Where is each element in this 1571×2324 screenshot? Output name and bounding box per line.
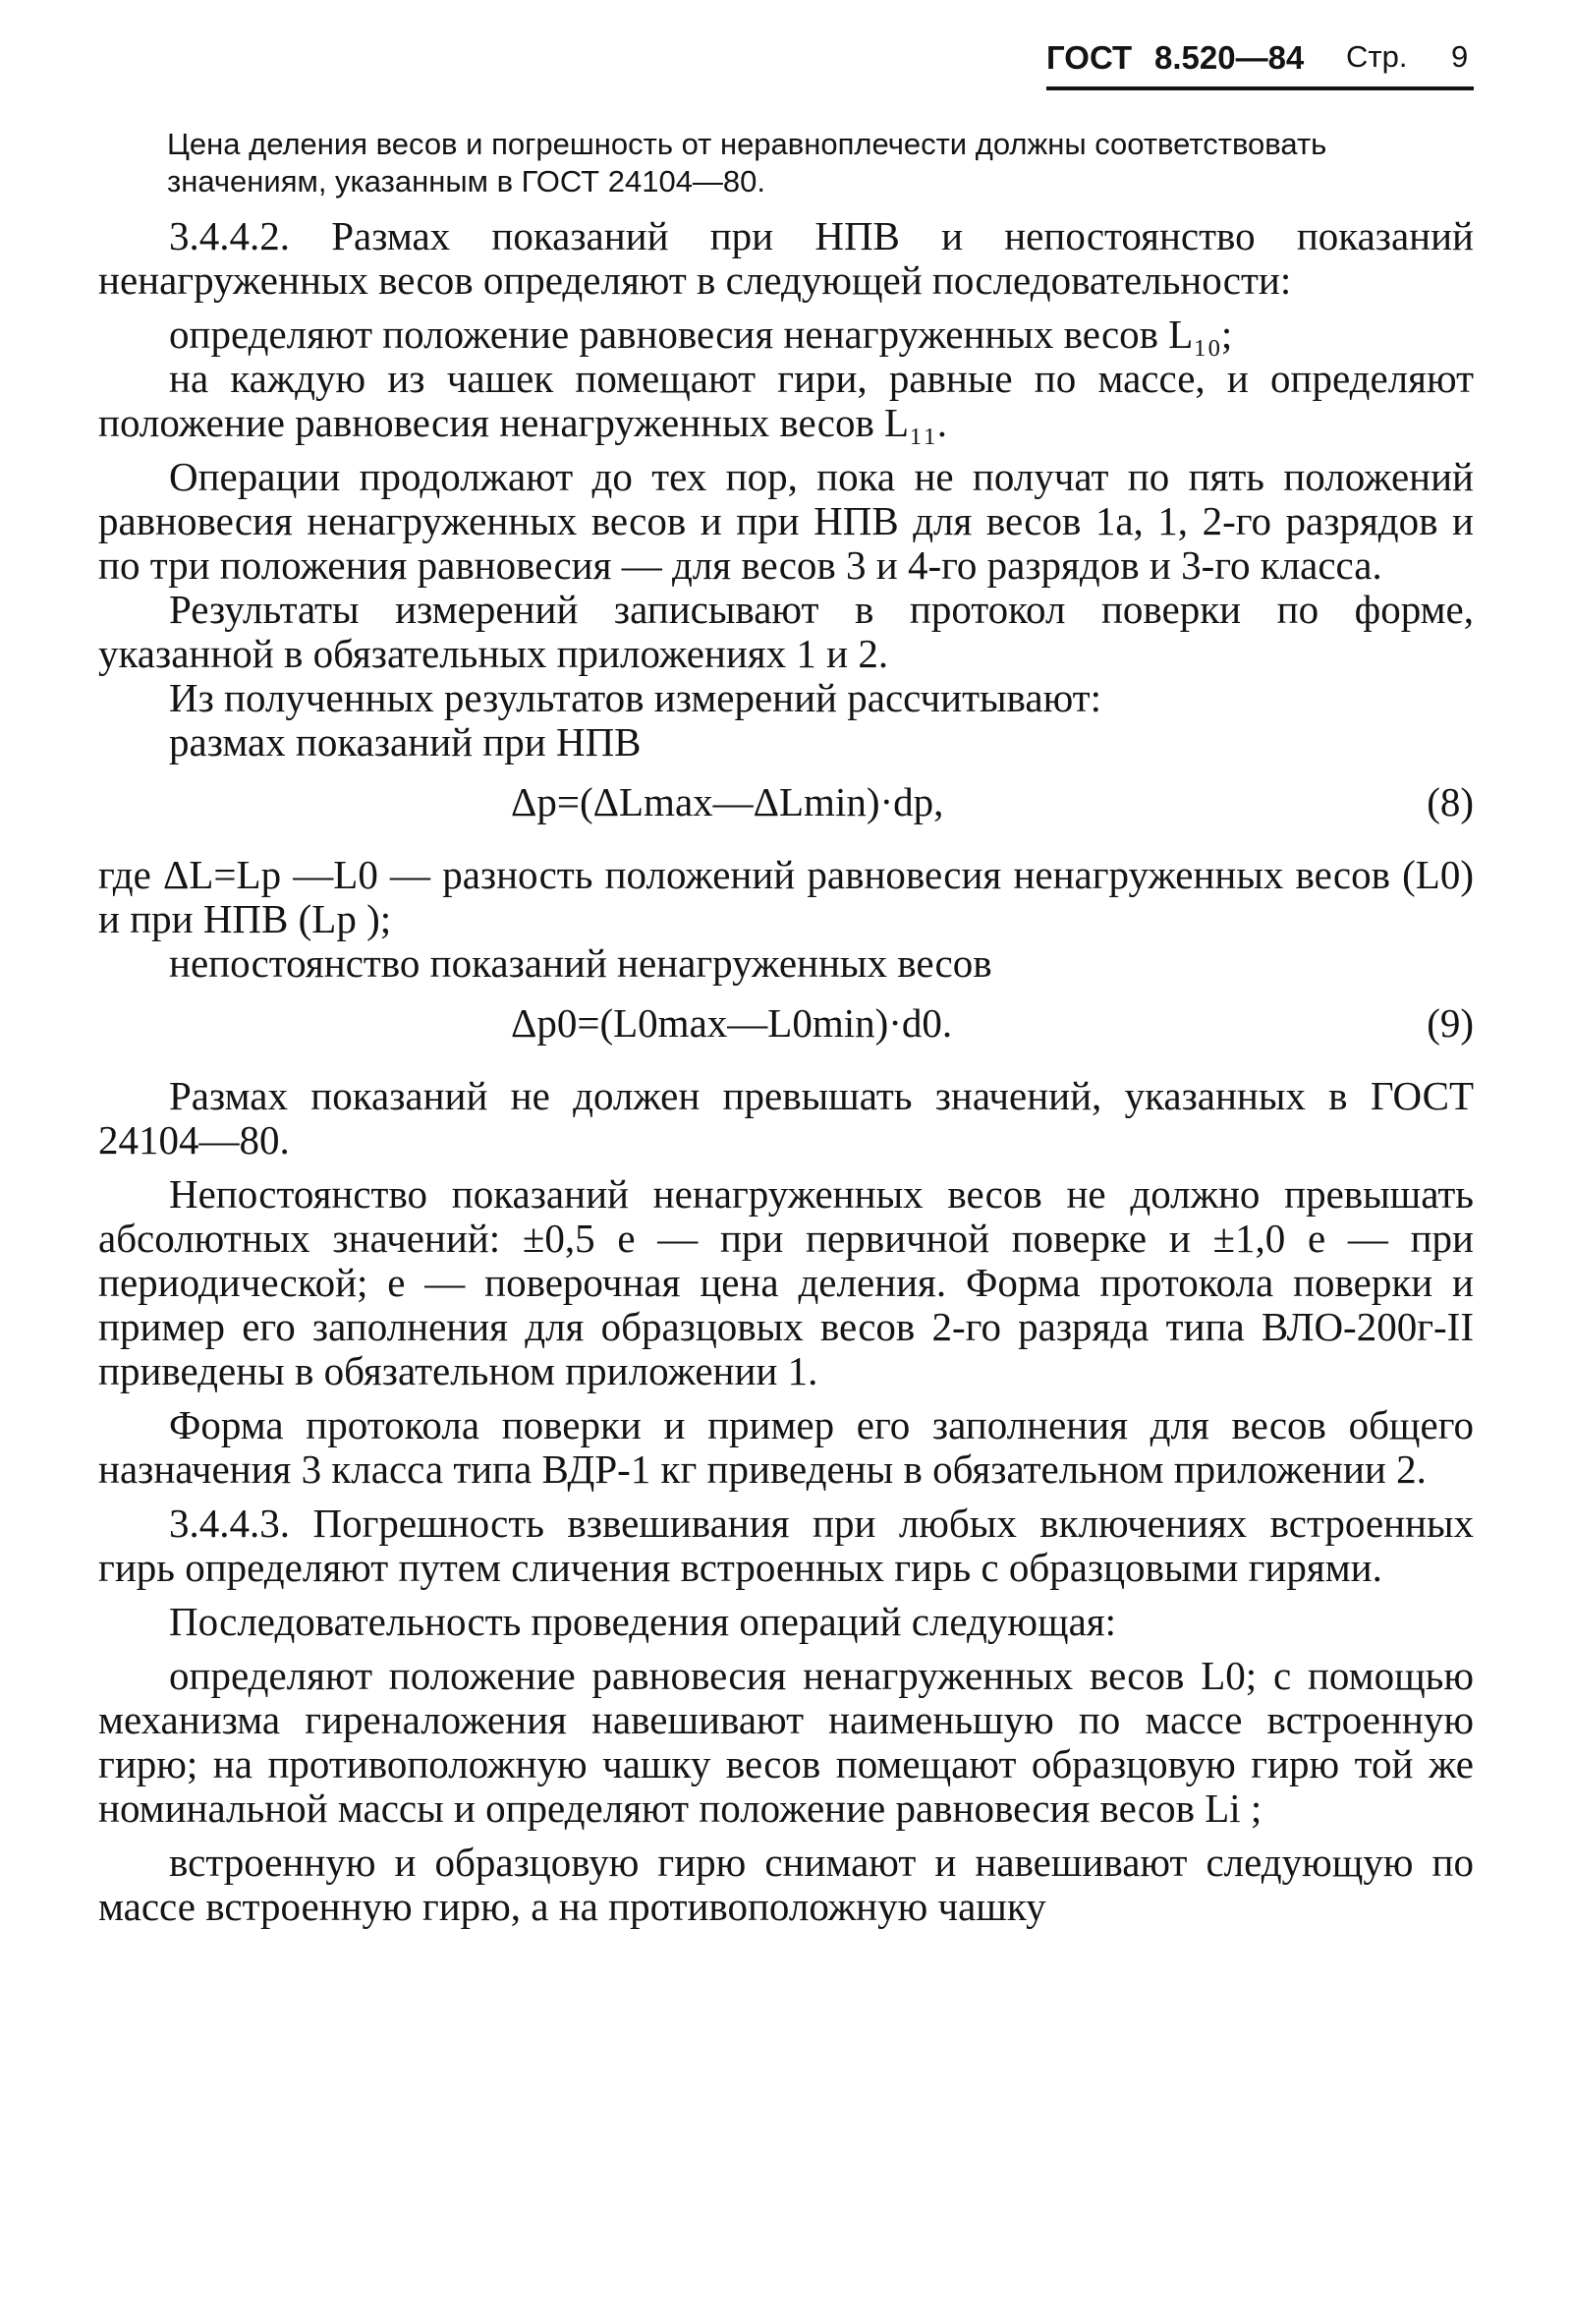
form-appendix-2-paragraph: Форма протокола поверки и пример его заполнения для весов общего назначения 3 класса типа ВДР-1 кг приведены в обязательном приложении 2. [98, 1402, 1474, 1492]
operation-1: определяют положение равновесия ненагруженных весов L0; с помощью механизма гиреналожения навешивают наименьшую по массе встроенную гирю; на противоположную чашку весов помещают образцовую гирю той же номинальной массы и определяют положение равновесия весов Li ; [98, 1653, 1474, 1831]
standard-number: 8.520—84 [1154, 39, 1305, 76]
formula-9-expression: Δp0=(L0max—L0min)·d0. [511, 1000, 953, 1046]
step-2: на каждую из чашек помещают гири, равные по массе, и определяют положение равновесия ненагруженных весов L₁₁. [98, 356, 1474, 445]
sequence-paragraph: Последовательность проведения операций следующая: [169, 1599, 1117, 1644]
range-label: размах показаний при НПВ [169, 719, 642, 765]
instability-label: непостоянство показаний ненагруженных весов [169, 940, 992, 986]
formula-8 [98, 765, 1474, 853]
results-paragraph: Результаты измерений записывают в протокол поверки по форме, указанной в обязательных приложениях 1 и 2. [98, 587, 1474, 676]
operation-2: встроенную и образцовую гирю снимают и навешивают следующую по массе встроенную гирю, а на противоположную чашку [98, 1840, 1474, 1929]
page-number: 9 [1451, 39, 1469, 74]
formula-8-number: (8) [1427, 779, 1474, 824]
standard-code: ГОСТ [1046, 39, 1133, 76]
instability-limit-paragraph: Непостоянство показаний ненагруженных весов не должно превышать абсолютных значений: ±0,5 e — при первичной поверке и ±1,0 e — при периодической; e — поверочная цена деления. Форма протокола поверки и пример его заполнения для образцовых весов 2-го разряда типа ВЛО-200г-II приведены в обязательном приложении 1. [98, 1171, 1474, 1393]
header-rule [1046, 86, 1474, 90]
operations-continue: Операции продолжают до тех пор, пока не получат по пять положений равновесия ненагруженных весов и при НПВ для весов 1а, 1, 2-го разрядов и по три положения равновесия — для весов 3 и 4-го разрядов и 3-го класса. [98, 454, 1474, 588]
compute-paragraph: Из полученных результатов измерений рассчитывают: [169, 675, 1101, 720]
intro-paragraph: Цена деления весов и погрешность от неравноплечести должны соответствовать значениям, указанным в ГОСТ 24104—80. [167, 127, 1327, 198]
formula-8-expression: Δp=(ΔLmax—ΔLmin)·dp, [511, 779, 944, 824]
page-label: Стр. [1346, 39, 1408, 74]
where-clause: где ΔL=Lp —L0 — разность положений равновесия ненагруженных весов (L0) и при НПВ (Lp ); [98, 852, 1474, 941]
formula-9-number: (9) [1427, 1000, 1474, 1046]
section-3443-lead: 3.4.4.3. Погрешность взвешивания при любых включениях встроенных гирь определяют путем сличения встроенных гирь с образцовыми гирями. [98, 1501, 1474, 1590]
range-limit-paragraph: Размах показаний не должен превышать значений, указанных в ГОСТ 24104—80. [98, 1073, 1474, 1162]
step-1: определяют положение равновесия ненагруженных весов L₁₀; [169, 312, 1233, 357]
formula-9 [98, 986, 1474, 1074]
body-text [98, 214, 1474, 1929]
section-3442-lead: 3.4.4.2. Размах показаний при НПВ и непостоянство показаний ненагруженных весов определяют в следующей последовательности: [98, 213, 1474, 303]
